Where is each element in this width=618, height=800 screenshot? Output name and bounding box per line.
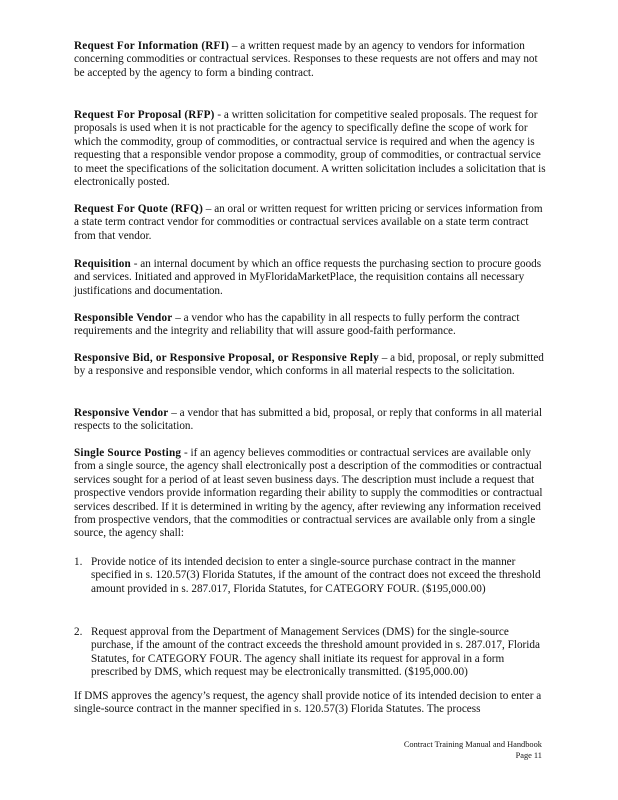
definition-term: Responsive Vendor	[74, 407, 169, 419]
definition-rfp	[74, 109, 550, 189]
footer-title: Contract Training Manual and Handbook	[403, 740, 542, 749]
footer	[330, 739, 542, 761]
page-number: Page 11	[515, 751, 542, 760]
definition-text: – a bid, proposal, or reply submitted by a responsive and responsible vendor, which conforms in all material respects to the solicitation.	[74, 352, 544, 378]
definition-text: - if an agency believes commodities or contractual services are available only from a single source, the agency shall electronically post a description of the commodities or contractual services sought for a period of at least seven business days. The description must include a request that prospective vendors provide information regarding their ability to supply the commodities or contractual services described. If it is determined in writing by the agency, after reviewing any information received from prospective vendors, that the commodities or contractual services are available only from a single source, the agency shall:	[74, 447, 543, 540]
closing-paragraph: If DMS approves the agency’s request, the agency shall provide notice of its intended decision to enter a single-source contract in the manner specified in s. 120.57(3) Florida Statutes. The process	[74, 690, 542, 716]
list-text: Request approval from the Department of Management Services (DMS) for the single-source purchase, if the amount of the contract exceeds the threshold amount provided in s. 287.017, Florida Statutes, for CATEGORY FOUR. The agency shall initiate its request for approval in a form prescribed by DMS, which request may be electronically transmitted. ($195,000.00)	[91, 626, 540, 679]
definition-term: Responsive Bid, or Responsive Proposal, or Responsive Reply	[74, 352, 379, 364]
definition-responsive-bid	[74, 352, 550, 379]
definition-term: Responsible Vendor	[74, 312, 173, 324]
definition-rfi	[74, 40, 550, 80]
definition-text: – a written request made by an agency to vendors for information concerning commodities or contractual services. Responses to these requests are not offers and may not be accepted by the agency to form a binding contract.	[74, 40, 538, 79]
definition-responsible-vendor	[74, 312, 550, 339]
definition-text: – a vendor who has the capability in all respects to fully perform the contract requirements and the integrity and reliability that will assure good-faith performance.	[74, 312, 520, 338]
definition-term: Request For Quote (RFQ)	[74, 203, 203, 215]
definition-text: – an oral or written request for written pricing or services information from a state term contract vendor for commodities or contractual services available on a state term contract from that vendor.	[74, 203, 543, 242]
definition-text: - a written solicitation for competitive sealed proposals. The request for proposals is used when it is not practicable for the agency to specifically define the scope of work for which the commodity, group of commodities, or contractual service is required and when the agency is requesting that a responsible vendor propose a commodity, group of commodities, or contractual service to meet the specifications of the solicitation document. A written solicitation includes a solicitation that is electronically posted.	[74, 109, 546, 189]
definition-term: Request For Information (RFI)	[74, 40, 230, 52]
definition-responsive-vendor	[74, 407, 550, 434]
definition-text: - an internal document by which an office requests the purchasing section to procure goods and services. Initiated and approved in MyFloridaMarketPlace, the requisition contains all necessary justifications and documentation.	[74, 258, 542, 297]
list-number: 2.	[74, 626, 83, 638]
definition-single-source-posting	[74, 447, 550, 541]
definition-term: Request For Proposal (RFP)	[74, 109, 215, 121]
list-text: Provide notice of its intended decision to enter a single-source purchase contract in the manner specified in s. 120.57(3) Florida Statutes, if the amount of the contract does not exceed the threshold amount provided in s. 287.017, Florida Statutes, for CATEGORY FOUR. ($195,000.00)	[91, 556, 541, 595]
definition-requisition	[74, 258, 550, 298]
definition-term: Single Source Posting	[74, 447, 182, 459]
definition-term: Requisition	[74, 258, 131, 270]
definition-rfq	[74, 203, 550, 243]
definition-text: – a vendor that has submitted a bid, proposal, or reply that conforms in all material respects to the solicitation.	[74, 407, 542, 433]
list-number: 1.	[74, 556, 83, 568]
